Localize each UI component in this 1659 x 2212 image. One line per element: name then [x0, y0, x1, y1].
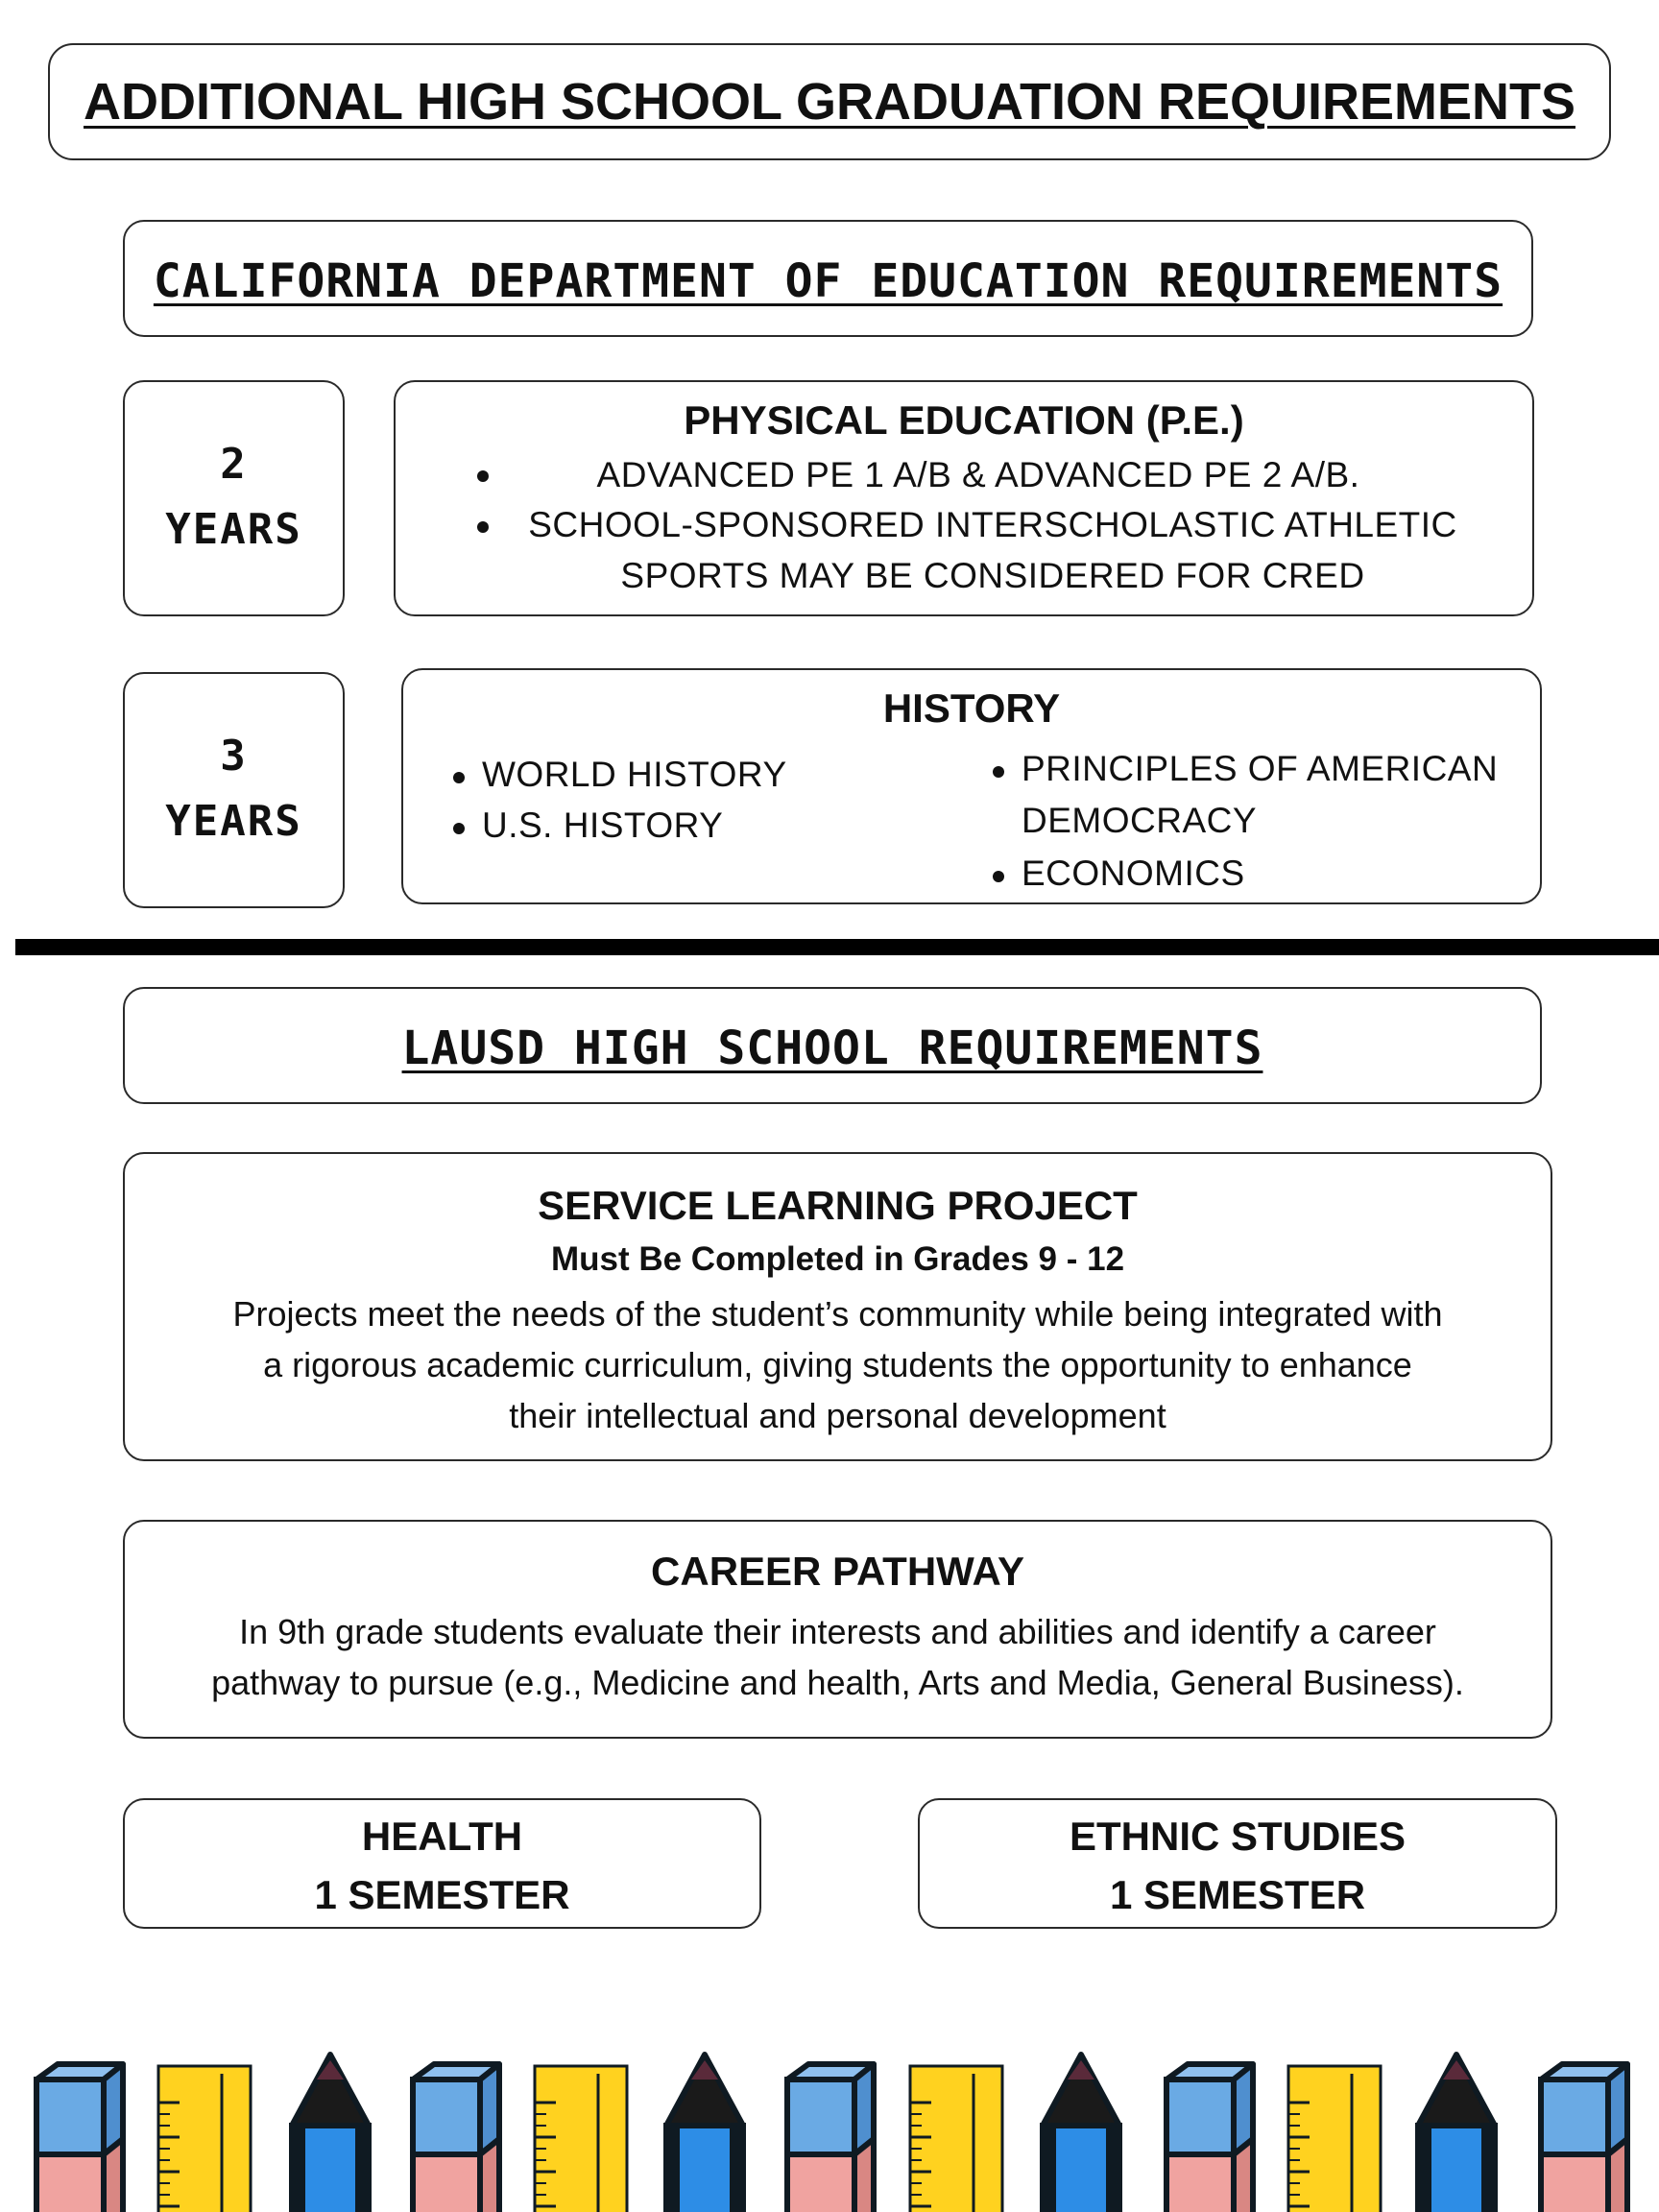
- eraser-icon: [36, 2064, 123, 2212]
- school-supplies-border: [0, 2016, 1659, 2212]
- history-years-word: YEARS: [165, 797, 302, 846]
- service-learning-line-2: a rigorous academic curriculum, giving students the opportunity to enhance: [263, 1345, 1412, 1384]
- ethnic-studies-box: [918, 1798, 1557, 1929]
- history-heading: HISTORY: [882, 685, 1061, 731]
- pe-bullet-1: ADVANCED PE 1 A/B & ADVANCED PE 2 A/B.: [596, 455, 1360, 494]
- ruler-icon: [910, 2066, 1002, 2212]
- health-duration: 1 SEMESTER: [314, 1872, 570, 1917]
- supplies-row: [36, 2055, 1627, 2212]
- history-years-box: [123, 672, 345, 908]
- ethnic-studies-heading: ETHNIC STUDIES: [1069, 1814, 1407, 1859]
- page-title: ADDITIONAL HIGH SCHOOL GRADUATION REQUIREMENTS: [83, 73, 1576, 131]
- lausd-title-box: [123, 987, 1542, 1104]
- ruler-icon: [1288, 2066, 1381, 2212]
- service-learning-line-1: Projects meet the needs of the student’s community while being integrated with: [232, 1294, 1443, 1334]
- eraser-icon: [1166, 2064, 1253, 2212]
- ruler-icon: [535, 2066, 627, 2212]
- pencil-icon: [292, 2055, 369, 2212]
- service-learning-subheading: Must Be Completed in Grades 9 - 12: [550, 1240, 1125, 1278]
- history-bullet-dot-4: [993, 871, 1004, 882]
- history-item-world: WORLD HISTORY: [482, 755, 787, 794]
- eraser-icon: [413, 2064, 499, 2212]
- history-bullet-dot-2: [453, 823, 465, 834]
- lausd-title: LAUSD HIGH SCHOOL REQUIREMENTS: [401, 1022, 1263, 1075]
- pencil-icon: [1043, 2055, 1119, 2212]
- header-box: [48, 43, 1611, 160]
- history-item-economics: ECONOMICS: [1022, 854, 1245, 893]
- pe-years-box: [123, 380, 345, 616]
- pencil-icon: [666, 2055, 743, 2212]
- career-pathway-line-2: pathway to pursue (e.g., Medicine and health, Arts and Media, General Business).: [211, 1663, 1464, 1702]
- service-learning-heading: SERVICE LEARNING PROJECT: [538, 1183, 1138, 1228]
- section-divider: [15, 939, 1659, 955]
- service-learning-box: [123, 1152, 1552, 1461]
- pe-bullet-2-line-2: SPORTS MAY BE CONSIDERED FOR CRED: [620, 556, 1365, 595]
- history-item-principles-line-1: PRINCIPLES OF AMERICAN: [1022, 749, 1499, 788]
- pe-years-word: YEARS: [165, 505, 302, 554]
- history-bullet-dot-3: [993, 766, 1004, 778]
- pe-box: [394, 380, 1534, 616]
- career-pathway-line-1: In 9th grade students evaluate their interests and abilities and identify a career: [239, 1612, 1436, 1651]
- eraser-icon: [1541, 2064, 1627, 2212]
- pencil-icon: [1418, 2055, 1495, 2212]
- health-heading: HEALTH: [361, 1814, 523, 1859]
- cde-title-box: [123, 220, 1533, 337]
- pe-bullet-2-line-1: SCHOOL-SPONSORED INTERSCHOLASTIC ATHLETIC: [528, 505, 1457, 544]
- pe-heading: PHYSICAL EDUCATION (P.E.): [684, 397, 1244, 443]
- history-box: [401, 668, 1542, 904]
- pe-years-number: 2: [220, 440, 248, 489]
- ethnic-studies-duration: 1 SEMESTER: [1109, 1872, 1366, 1917]
- history-bullet-dot-1: [453, 772, 465, 783]
- eraser-icon: [787, 2064, 874, 2212]
- cde-title: CALIFORNIA DEPARTMENT OF EDUCATION REQUIREMENTS: [153, 254, 1503, 308]
- history-years-number: 3: [220, 732, 248, 781]
- ruler-icon: [158, 2066, 251, 2212]
- career-pathway-heading: CAREER PATHWAY: [651, 1549, 1024, 1594]
- history-item-principles-line-2: DEMOCRACY: [1022, 801, 1258, 840]
- service-learning-line-3: their intellectual and personal development: [509, 1396, 1166, 1435]
- health-box: [123, 1798, 761, 1929]
- career-pathway-box: [123, 1520, 1552, 1739]
- history-item-us: U.S. HISTORY: [482, 805, 724, 845]
